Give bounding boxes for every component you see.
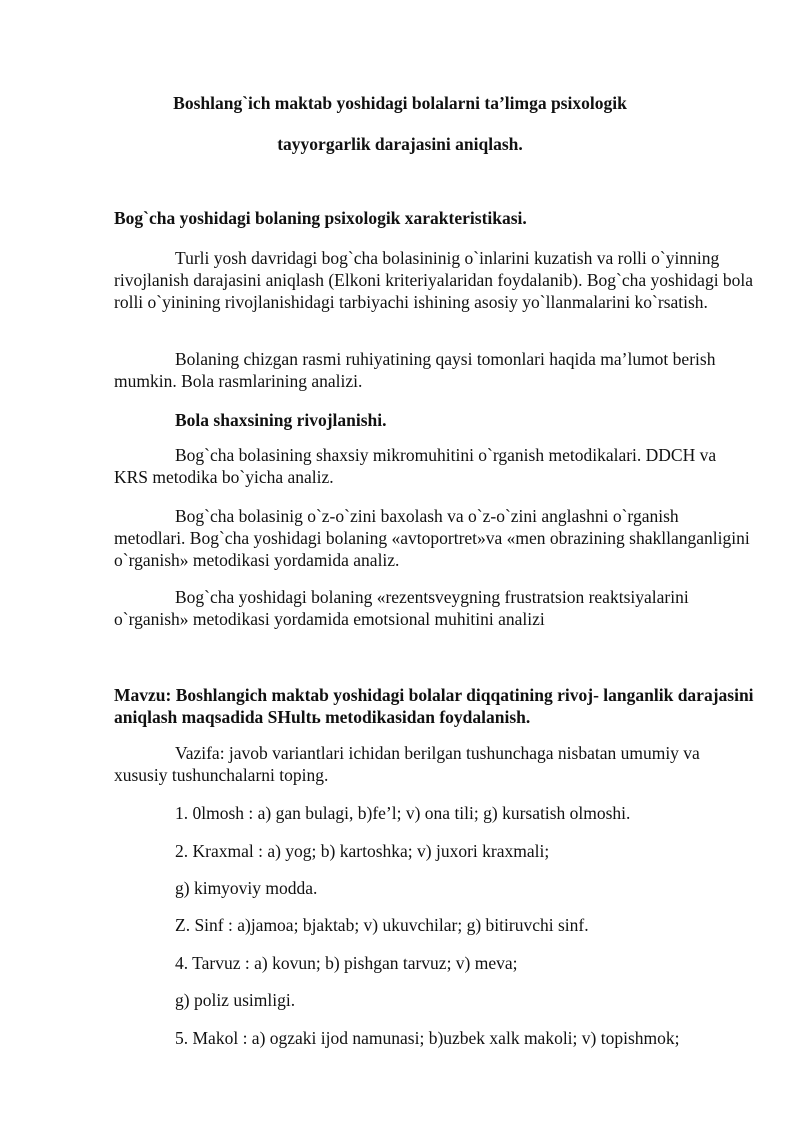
section1-paragraph-4: Bog`cha bolasinig o`z-o`zini baxolash va o`z-o`zini anglashni o`rganish metodlari. Bog`cha yoshidagi bolaning «avtoportret»va «men obrazining shakllanganligini o`rganish» metodikasi yordamida analiz. [114,506,750,570]
document-title-line-2: tayyorgarlik darajasini aniqlash. [277,134,523,154]
list-item: 4. Tarvuz : a) kovun; b) pishgan tarvuz; v) meva; [175,953,518,973]
section1-subheading: Bola shaxsining rivojlanishi. [175,410,387,430]
section2-task: Vazifa: javob variantlari ichidan berilgan tushunchaga nisbatan umumiy va xususiy tushunchalarni toping. [114,743,700,785]
document-title-line-1: Boshlang`ich maktab yoshidagi bolalarni ta’limga psixologik [173,93,627,113]
list-item: 2. Kraxmal : a) yog; b) kartoshka; v) juxori kraxmali; [175,841,550,861]
section1-paragraph-2: Bolaning chizgan rasmi ruhiyatining qaysi tomonlari haqida ma’lumot berish mumkin. Bola rasmlarining analizi. [114,349,716,391]
section1-heading: Bog`cha yoshidagi bolaning psixologik xarakteristikasi. [114,208,527,228]
list-item: g) poliz usimligi. [175,990,296,1010]
section1-paragraph-5: Bog`cha yoshidagi bolaning «rezentsveygning frustratsion reaktsiyalarini o`rganish» metodikasi yordamida emotsional muhitini analizi [114,587,689,629]
list-item: Z. Sinf : a)jamoa; bjaktab; v) ukuvchilar; g) bitiruvchi sinf. [175,915,589,935]
list-item: 1. 0lmosh : a) gan bulagi, b)fe’l; v) ona tili; g) kursatish olmoshi. [175,803,631,823]
list-item: g) kimyoviy modda. [175,878,318,898]
section2-heading: Mavzu: Boshlangich maktab yoshidagi bolalar diqqatining rivoj- langanlik darajasini aniqlash maqsadida SHultь metodikasidan foydalanish. [114,685,754,727]
section1-paragraph-3: Bog`cha bolasining shaxsiy mikromuhitini o`rganish metodikalari. DDCH va KRS metodika bo`yicha analiz. [114,445,717,487]
list-item: 5. Makol : a) ogzaki ijod namunasi; b)uzbek xalk makoli; v) topishmok; [175,1028,680,1048]
section1-paragraph-1: Turli yosh davridagi bog`cha bolasininig o`inlarini kuzatish va rolli o`yinning rivojlanish darajasini aniqlash (Elkoni kriteriyalaridan foydalanib). Bog`cha yoshidagi bola rolli o`yinining rivojlanishidagi tarbiyachi ishining asosiy yo`llanmalarini ko`rsatish. [114,248,754,312]
